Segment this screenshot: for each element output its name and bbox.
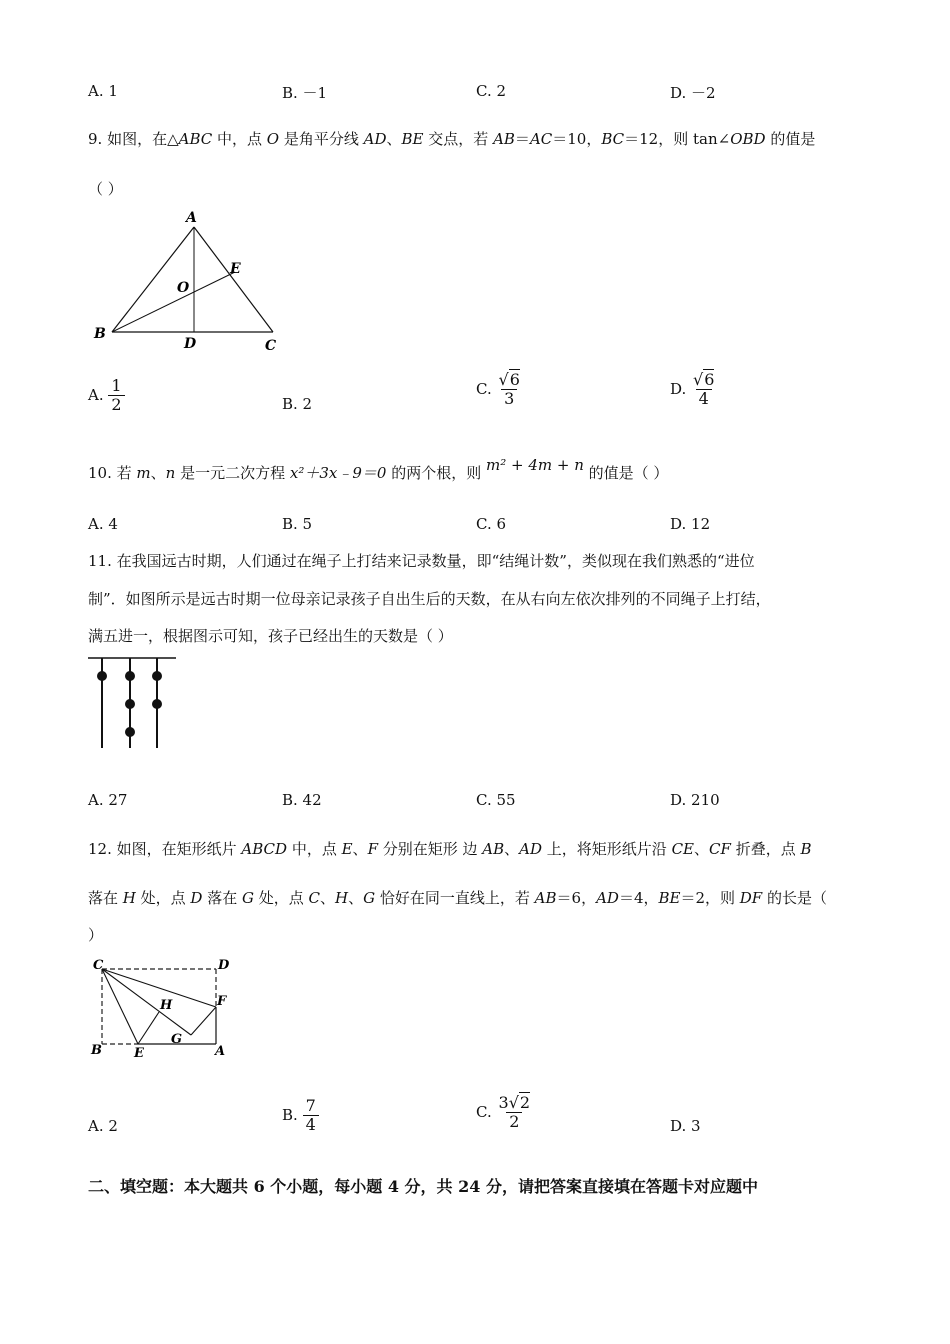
q12-label-b: B [91, 1043, 102, 1058]
q9-label-a: A [186, 210, 197, 226]
q11-line-1: 11. 在我国远古时期，人们通过在绳子上打结来记录数量，即“结绳计数”，类似现在我们熟悉的“进位 [88, 552, 755, 570]
q8-option-b: B. －1 [282, 84, 328, 102]
q9-label-e: E [230, 261, 241, 277]
q12-line-2: 落在 H 处，点 D 落在 G 处，点 C、H、G 恰好在同一直线上，若 AB＝6，AD＝4，BE＝2，则 DF 的长是（ [88, 889, 827, 907]
q10-option-b: B. 5 [282, 515, 313, 533]
q9-label-c: C [265, 338, 277, 354]
q9-option-c: C. $\frac{√6}{3}$ [476, 370, 520, 408]
q9-option-d: D. $\frac{√6}{4}$ [670, 370, 715, 408]
q10-option-d: D. 12 [670, 515, 711, 533]
q12-label-f: F [217, 994, 227, 1009]
q12-label-d: D [218, 958, 230, 973]
q11-line-3: 满五进一，根据图示可知，孩子已经出生的天数是（ ） [88, 627, 453, 645]
q9-triangle-figure [88, 205, 288, 355]
q10-question: 10. 若 m、n 是一元二次方程 x²＋3x﹣9＝0 的两个根，则 m² + 4m + n 的值是（ ） [88, 456, 669, 482]
knot [97, 671, 107, 681]
q12-label-a: A [215, 1044, 226, 1059]
knot [152, 699, 162, 709]
q12-option-c: C. $\frac{3√2}{2}$ [476, 1093, 531, 1131]
q10-option-c: C. 6 [476, 515, 507, 533]
q11-line-2: 制”．如图所示是远古时期一位母亲记录孩子自出生后的天数，在从右向左依次排列的不同绳子上打结， [88, 590, 771, 608]
q8-option-d: D. －2 [670, 84, 716, 102]
q9-label-d: D [184, 336, 197, 352]
knot [152, 671, 162, 681]
q9-option-b: B. 2 [282, 395, 313, 413]
q9-label-o: O [177, 280, 190, 296]
q12-line-1: 12. 如图，在矩形纸片 ABCD 中，点 E、F 分别在矩形 边 AB、AD 上，将矩形纸片沿 CE、CF 折叠，点 B [88, 840, 812, 858]
q12-option-d: D. 3 [670, 1117, 701, 1135]
q8-option-c: C. 2 [476, 82, 507, 100]
q11-option-d: D. 210 [670, 791, 720, 809]
q12-label-g: G [171, 1032, 183, 1047]
q10-option-a: A. 4 [88, 515, 118, 533]
q8-option-a: A. 1 [88, 82, 118, 100]
q12-option-a: A. 2 [88, 1117, 118, 1135]
q9-answer-paren: （ ） [88, 180, 123, 198]
knot [125, 671, 135, 681]
knot [125, 699, 135, 709]
q11-knot-rope-figure [88, 650, 188, 755]
q12-label-e: E [134, 1046, 144, 1061]
q12-line-3: ） [88, 926, 104, 944]
q11-option-c: C. 55 [476, 791, 516, 809]
knot [125, 727, 135, 737]
q12-label-h: H [160, 998, 173, 1013]
q12-label-c: C [93, 958, 104, 973]
q11-option-a: A. 27 [88, 791, 128, 809]
section-2-heading: 二、填空题：本大题共 6 个小题，每小题 4 分，共 24 分，请把答案直接填在答题卡对应题中 [88, 1177, 758, 1196]
q11-option-b: B. 42 [282, 791, 322, 809]
q9-question: 9. 如图，在△ABC 中，点 O 是角平分线 AD、BE 交点，若 AB＝AC＝10，BC＝12，则 tan∠OBD 的值是 [88, 130, 816, 148]
q12-option-b: B. $\frac{7}{4}$ [282, 1098, 319, 1134]
q9-option-a: A. $\frac{1}{2}$ [88, 378, 125, 414]
q9-label-b: B [94, 326, 106, 342]
q12-rectangle-fold-figure [88, 955, 238, 1065]
